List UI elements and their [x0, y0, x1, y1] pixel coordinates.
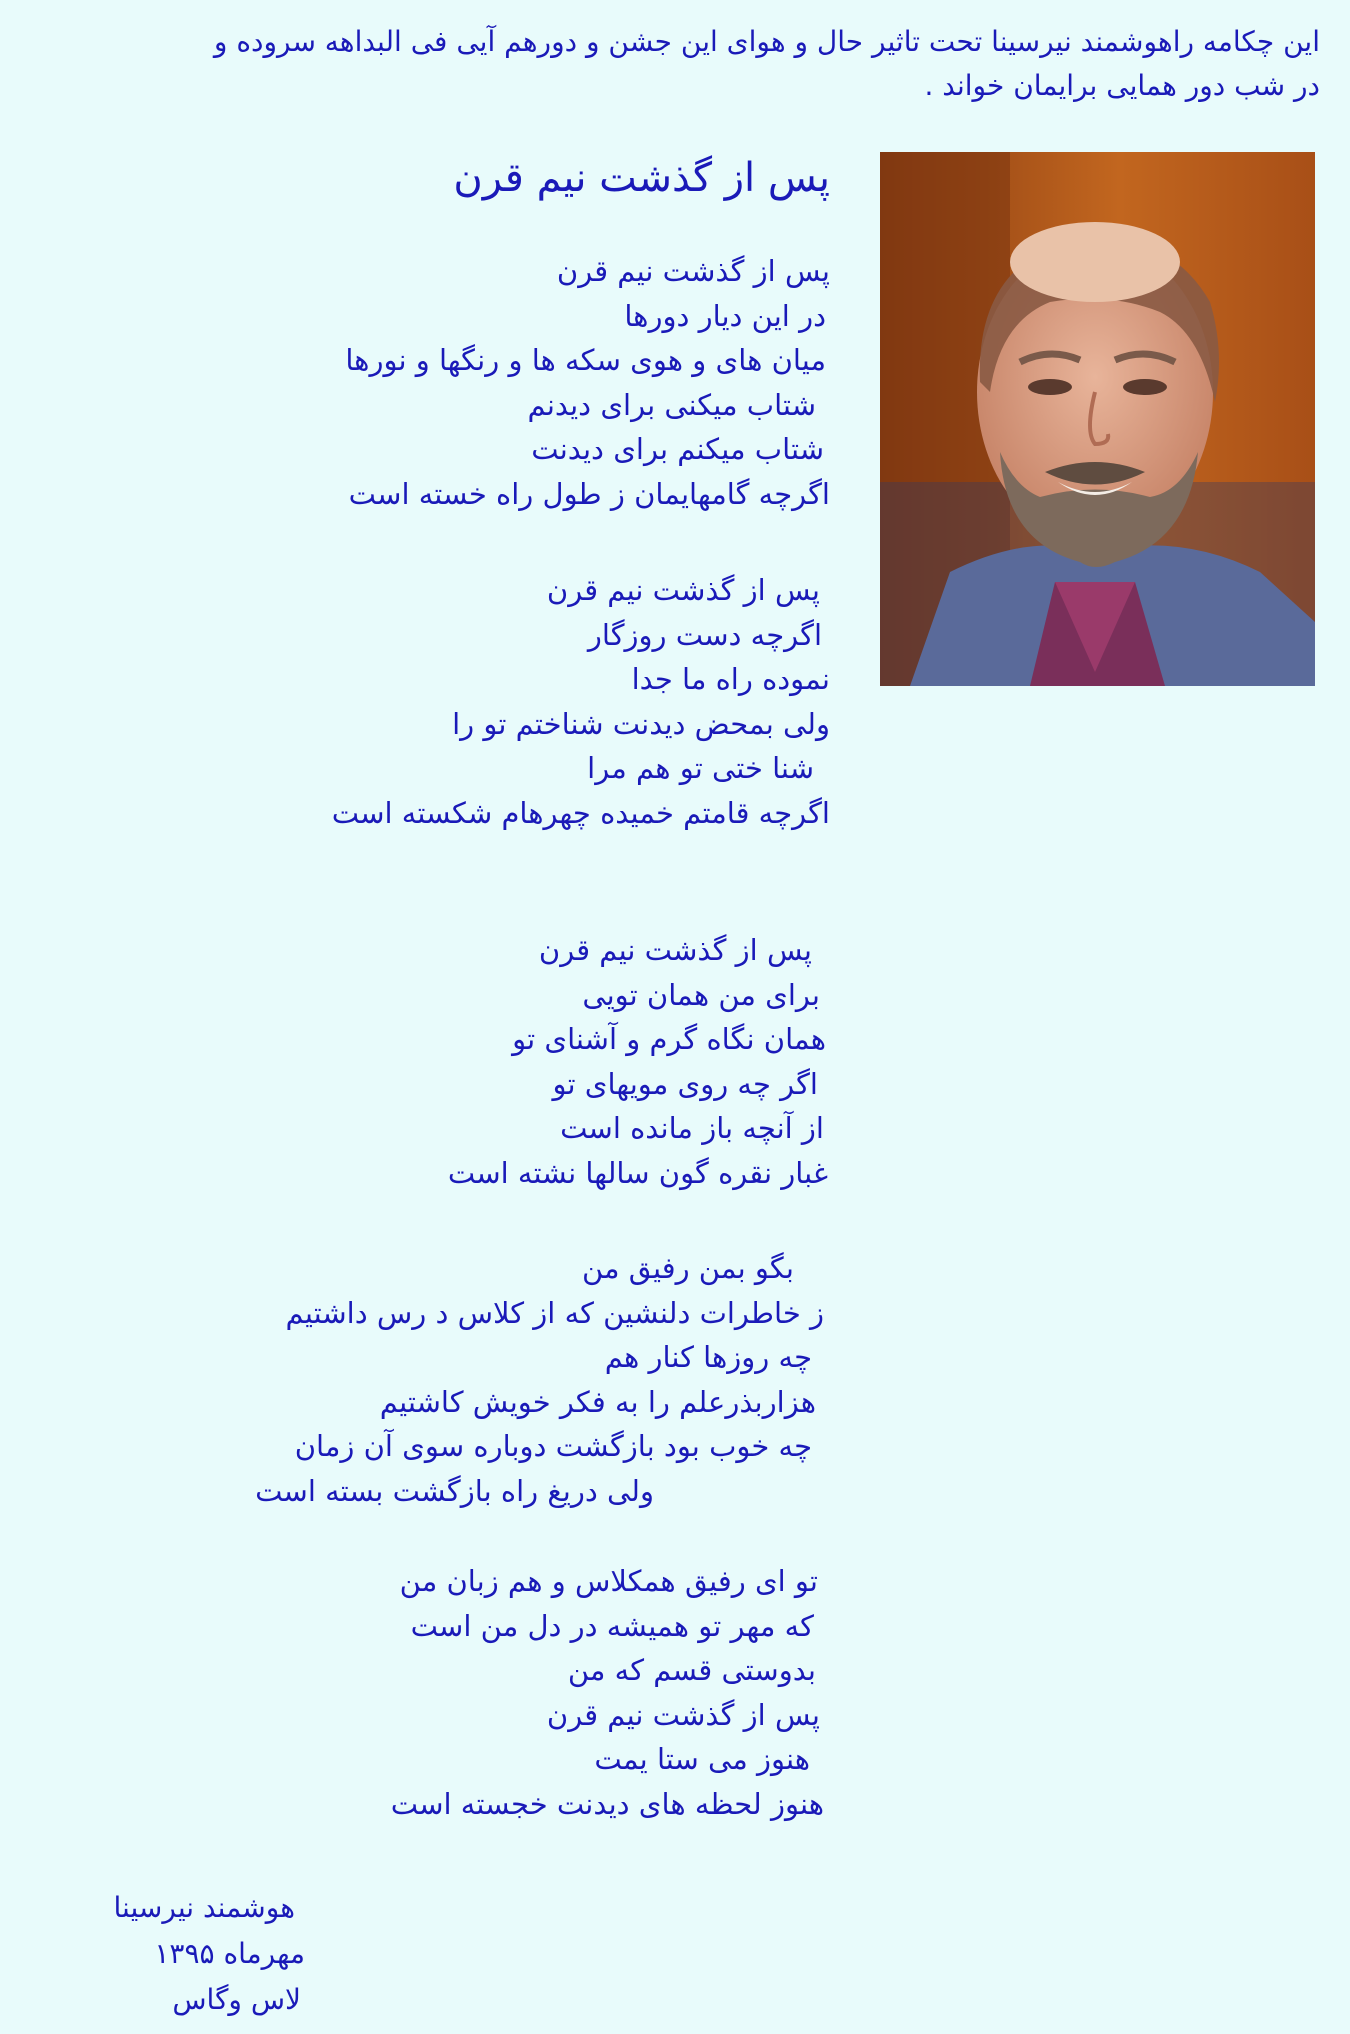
poem-line: هزاربذرعلم را به فکر خویش کاشتیم: [379, 1384, 816, 1419]
poem-line: نموده راه ما جدا: [631, 662, 830, 696]
poem-line: هنوز لحظه های دیدنت خجسته است: [390, 1786, 824, 1821]
poem-line: برای من همان تویی: [582, 977, 820, 1012]
signature-date: مهرماه ۱۳۹۵: [154, 1937, 305, 1970]
poem-line: غبار نقره گون سالها نشته است: [447, 1155, 828, 1190]
poem-line: که مهر تو همیشه در دل من است: [410, 1608, 814, 1643]
signature: [113, 1885, 305, 2023]
poem-line: ولی بمحض دیدنت شناختم تو را: [452, 706, 830, 741]
poem-line: اگرچه قامتم خمیده چهرهام شکسته است: [331, 795, 830, 830]
intro-line-2: در شب دور همایی برایمان خواند .: [924, 69, 1320, 102]
poem-line: پس از گذشت نیم قرن: [546, 573, 820, 607]
poem-line: اگرچه دست روزگار: [587, 617, 822, 652]
poem-line: از آنچه باز مانده است: [560, 1111, 824, 1145]
stanza-2: [332, 568, 830, 835]
poem-line: چه روزها کنار هم: [604, 1340, 812, 1374]
poem-line: شنا ختی تو هم مرا: [587, 751, 814, 785]
poem-line: بگو بمن رفیق من: [581, 1251, 794, 1285]
stanza-3: [448, 928, 830, 1195]
signature-place: لاس وگاس: [172, 1983, 301, 2016]
poem-line: ز خاطرات دلنشین که از کلاس د رس داشتیم: [285, 1295, 824, 1330]
poem-line: همان نگاه گرم و آشنای تو: [512, 1022, 826, 1056]
poem-line: شتاب میکنم برای دیدنت: [531, 432, 824, 466]
stanza-4: [255, 1246, 830, 1513]
portrait-photo-icon: [880, 152, 1315, 686]
poem-line: چه خوب بود بازگشت دوباره سوی آن زمان: [294, 1429, 812, 1463]
poem-line: پس از گذشت نیم قرن: [538, 933, 812, 967]
poem-line: ولی دریغ راه بازگشت بسته است: [255, 1473, 654, 1508]
intro-line-1: این چکامه راهوشمند نیرسینا تحت تاثیر حال و هوای این جشن و دورهم آیی فی البداهه سروده و: [213, 25, 1320, 58]
poem-line: پس از گذشت نیم قرن: [556, 254, 830, 288]
poem-title: پس از گذشت نیم قرن: [453, 155, 830, 201]
intro-text: [80, 20, 1320, 108]
poem-line: اگرچه گامهایمان ز طول راه خسته است: [348, 476, 830, 511]
poem-line: تو ای رفیق همکلاس و هم زبان من: [399, 1564, 818, 1598]
signature-author: هوشمند نیرسینا: [113, 1891, 295, 1924]
poem-line: شتاب میکنی برای دیدنم: [527, 387, 816, 422]
poem-line: بدوستی قسم که من: [567, 1653, 816, 1687]
poem-line: اگر چه روی مویهای تو: [552, 1066, 818, 1101]
poem-line: پس از گذشت نیم قرن: [546, 1697, 820, 1732]
poem-line: میان های و هوی سکه ها و رنگها و نورها: [345, 343, 826, 377]
stanza-1: [345, 249, 830, 516]
poem-line: در این دیار دورها: [624, 298, 826, 333]
stanza-5: [391, 1559, 830, 1826]
poem-line: هنوز می ستا یمت: [594, 1742, 810, 1776]
